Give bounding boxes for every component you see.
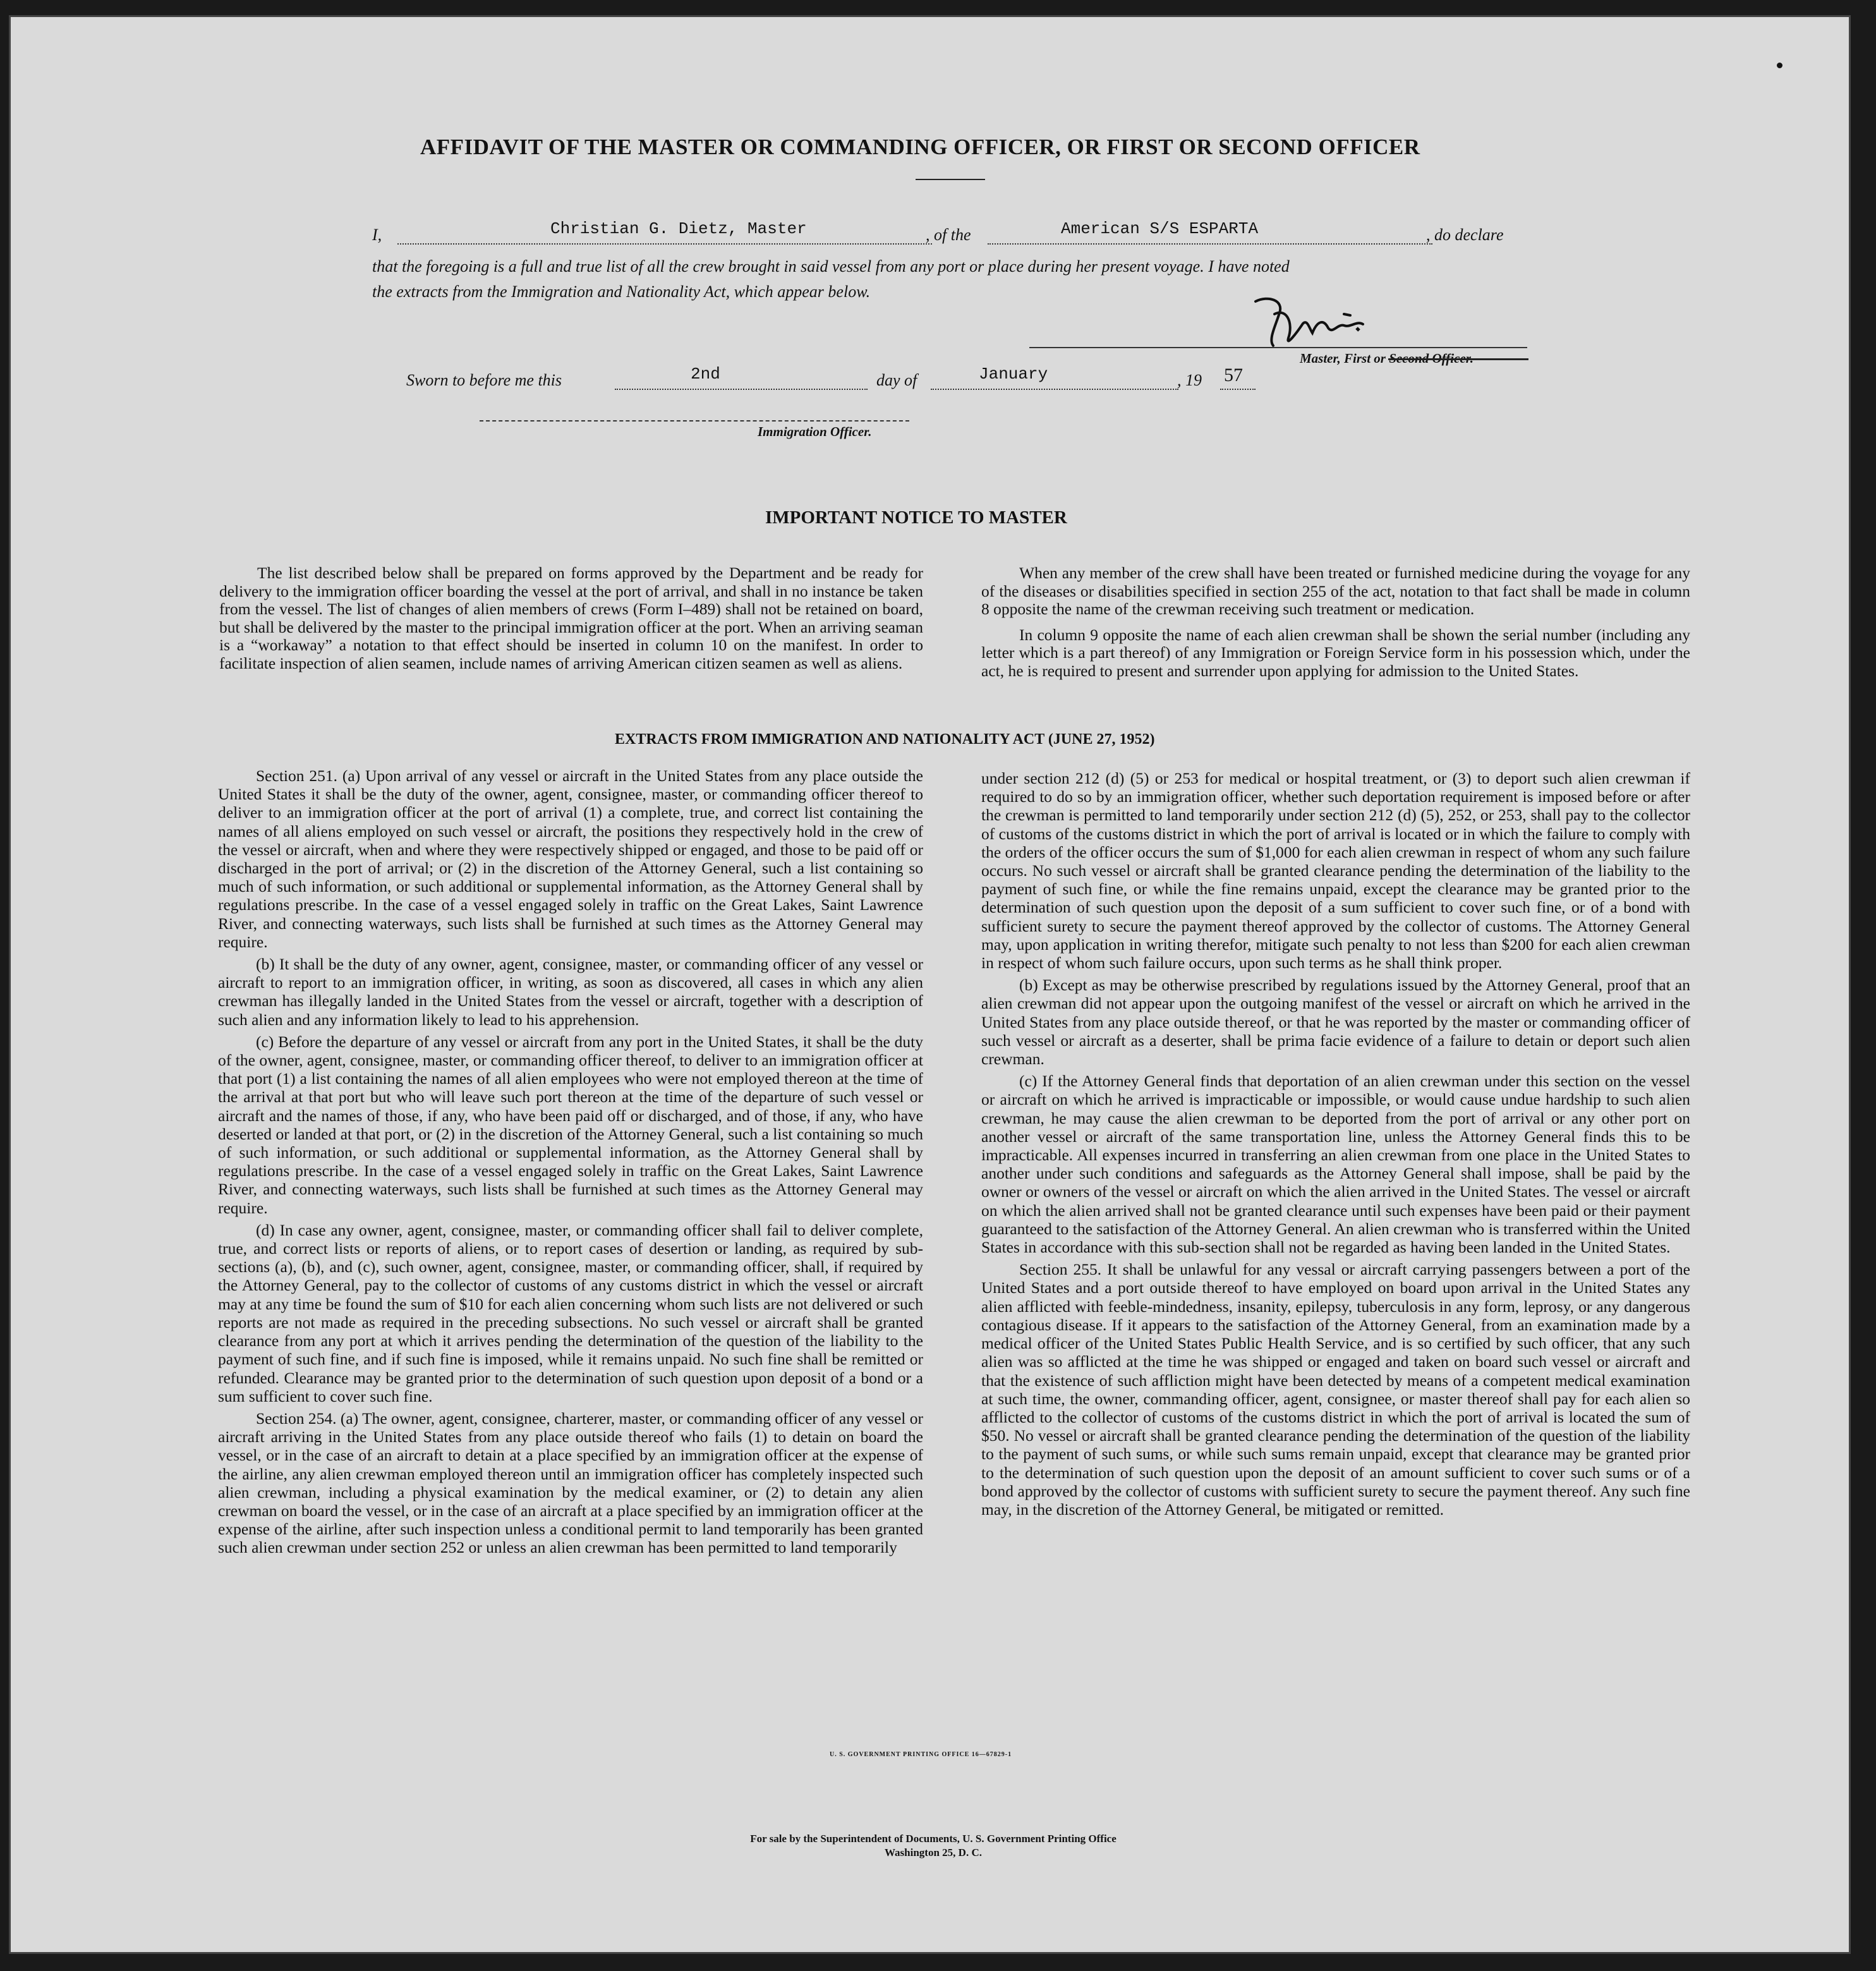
notice-right-paragraph-2: In column 9 opposite the name of each alien crewman shall be shown the serial number (including any letter which is a part thereof) of any Immigration or Foreign Service form in his possession which, under the act, he is required to present and surrender upon applying for admission to the United States. <box>981 625 1690 680</box>
strike-through <box>1388 358 1528 360</box>
section-251-d: (d) In case any owner, agent, consignee, master, or commanding officer shall fail to deliver complete, true, and correct lists or reports of aliens, or to report cases of desertion or landing, as required by sub-sections (a), (b), and (c), such owner, agent, consignee, master, or commanding officer, shall, if required by the Attorney General, pay to the collector of customs of any customs district in which the vessel or aircraft may at any time be found the sum of $10 for each alien concerning whom such lists are not delivered or such reports are not made as required in the preceding subsections. No such vessel or aircraft shall be granted clearance from any port at which it arrives pending the determination of the question of the liability to the payment of such fine, and if such fine is imposed, while it remains unpaid. No such fine shall be remitted or refunded. Clearance may be granted prior to the determination of such question upon deposit of a bond or a sum sufficient to cover such fine. <box>218 1220 923 1405</box>
section-251-b: (b) It shall be the duty of any owner, agent, consignee, master, or commanding officer of any vessel or aircraft to report to an immigration officer, in writing, as soon as discovered, all cases in which any alien crewman has illegally landed in the United States from the vessel or aircraft, together with a description of such alien and any information likely to lead to his apprehension. <box>218 955 923 1029</box>
extracts-heading: EXTRACTS FROM IMMIGRATION AND NATIONALITY ACT (JUNE 27, 1952) <box>615 731 1155 748</box>
day-of-label: day of <box>876 371 917 389</box>
gpo-imprint: U. S. GOVERNMENT PRINTING OFFICE 16—67829-1 <box>830 1751 1012 1758</box>
notice-left-paragraph: The list described below shall be prepared on forms approved by the Department and be ready for delivery to the immigration officer boarding the vessel at the port of arrival, and shall in no instance be taken from the vessel. The list of changes of alien members of crews (Form I–489) shall not be retained on board, but shall be delivered by the master to the principal immigration officer at the port. When an arriving seaman is a “workaway” a notation to that effect should be inserted in column 10 on the manifest. In order to facilitate inspection of alien seamen, include names of arriving American citizen seamen as well as aliens. <box>219 564 923 672</box>
affidavit-title: AFFIDAVIT OF THE MASTER OR COMMANDING OFFICER, OR FIRST OR SECOND OFFICER <box>420 135 1420 159</box>
signature-line <box>1029 347 1527 348</box>
do-declare-label: , do declare <box>1426 226 1504 244</box>
section-251-a: Section 251. (a) Upon arrival of any vessel or aircraft in the United States from any place outside the United States it shall be the duty of the owner, agent, consignee, master, or commanding officer thereof to deliver to an immigration officer at the port of arrival (1) a complete, true, and correct list containing the names of all aliens employed on such vessel or aircraft, the positions they respectively hold in the crew of the vessel or aircraft, when and where they were respectively shipped or engaged, and those to be paid off or discharged in the port of arrival; or (2) in the discretion of the Attorney General, such a list containing so much of such information, or such additional or supplemental information, as the Attorney General shall by regulations prescribe. In the case of a vessel engaged solely in traffic on the Great Lakes, Saint Lawrence River, and connecting waterways, such lists shall be furnished at such times as the Attorney General may require. <box>218 767 923 951</box>
sworn-day-blank <box>615 389 868 390</box>
sworn-label: Sworn to before me this <box>406 371 562 389</box>
master-name-field: Christian G. Dietz, Master <box>550 219 807 238</box>
i-label: I, <box>372 226 382 244</box>
section-254-a-part-1: Section 254. (a) The owner, agent, consignee, charterer, master, or commanding officer of any vessel or aircraft arriving in the United States from any place outside thereof who fails (1) to detain on board the vessel, or in the case of an aircraft to detain at a place specified by an immigration officer at the expense of the airline, any alien crewman employed thereon until an immigration officer has completely inspected such alien crewman, including a physical examination by the medical examiner, or (2) to detain any alien crewman on board the vessel, or in the case of an aircraft at a place specified by an immigration officer at the expense of the airline, after such inspection unless a conditional permit to land temporarily has been granted such alien crewman under section 252 or unless an alien crewman has been permitted to land temporarily <box>218 1409 923 1557</box>
extracts-right-column <box>981 769 1690 1522</box>
sworn-year-field: 57 <box>1224 365 1243 385</box>
sale-line-1: For sale by the Superintendent of Documents, U. S. Government Printing Office <box>750 1833 1117 1845</box>
name-blank <box>397 243 932 245</box>
of-the-label: , of the <box>926 226 971 244</box>
section-255: Section 255. It shall be unlawful for any vessal or aircraft carrying passengers between a port of the United States and a port outside thereof to have employed on board upon arrival in the United States any alien afflicted with feeble-mindedness, insanity, epilepsy, tuberculosis in any form, leprosy, or any dangerous contagious disease. If it appears to the satisfaction of the Attorney General, from an examination made by a medical officer of the United States Public Health Service, and is so certified by such officer, that any such alien was so afflicted at the time he was shipped or engaged and taken on board such vessel or aircraft and that the existence of such affliction might have been detected by means of a competent medical examination at such time, the owner, commanding officer, agent, consignee, or master thereof shall pay for each alien so afflicted to the collector of customs of the customs district in which the port of arrival is located the sum of $50. No vessel or aircraft shall be granted clearance pending the determination of the question of the liability to the payment of such sums, or while such sums remain unpaid, except that clearance may be granted prior to the determination of such question upon the deposit of an amount sufficient to cover such sums or of a bond approved by the collector of customs with sufficient surety to secure the payment thereof. Any such fine may, in the discretion of the Attorney General, be mitigated or remitted. <box>981 1260 1690 1519</box>
sale-notice <box>681 1832 1186 1860</box>
sworn-month-blank <box>931 389 1178 390</box>
vessel-blank <box>988 243 1432 245</box>
declaration-line-1: that the foregoing is a full and true list of all the crew brought in said vessel from any port or place during her present voyage. I have noted <box>372 257 1290 276</box>
vessel-name-field: American S/S ESPARTA <box>1061 219 1259 238</box>
officer-caption: Immigration Officer. <box>758 424 872 439</box>
sworn-day-field: 2nd <box>691 365 720 384</box>
notice-left-column <box>219 564 923 676</box>
officer-signature-line <box>480 420 909 421</box>
title-rule <box>916 179 985 180</box>
section-251-c: (c) Before the departure of any vessel or aircraft from any port in the United States, it shall be the duty of the owner, agent, consignee, master, or commanding officer thereof, to deliver to an immigration officer at that port (1) a list containing the names of all alien employees who were not employed thereon at the time of the arrival at that port but who will leave such port thereon at the time of the departure of such vessel or aircraft and the names of those, if any, who have been paid off or discharged, and of those, if any, who have deserted or landed at that port, or (2) in the discretion of the Attorney General, such a list containing so much of such information, or such additional or supplemental information, as the Attorney General shall by regulations prescribe. In the case of a vessel engaged solely in traffic on the Great Lakes, Saint Lawrence River, and connecting waterways, such lists shall be furnished at such times as the Attorney General may require. <box>218 1032 923 1217</box>
section-254-c: (c) If the Attorney General finds that deportation of an alien crewman under this section on the vessel or aircraft on which he arrived is impracticable or impossible, or would cause undue hardship to such alien crewman, he may cause the alien crewman to be deported from the port of arrival or any other port on another vessel or aircraft of the same transportation line, unless the Attorney General finds this to be impracticable. All expenses incurred in transferring an alien crewman from one place in the United States to another under such conditions and safeguards as the Attorney General shall impose, shall be paid by the owner or owners of the vessel or aircraft on which the alien arrived in the United States. The vessel or aircraft on which the alien arrived shall not be granted clearance until such expenses have been paid or their payment guaranteed to the satisfaction of the Attorney General. An alien crewman who is transferred within the United States in accordance with this sub-section shall not be regarded as having been landed in the United States. <box>981 1072 1690 1257</box>
corner-dot-mark <box>1777 63 1782 68</box>
year-prefix-label: , 19 <box>1177 371 1202 389</box>
section-254-a-part-2: under section 212 (d) (5) or 253 for medical or hospital treatment, or (3) to deport such alien crewman if required to do so by an immigration officer, whether such deportation requirement is imposed before or after the crewman is permitted to land temporarily under section 212 (d) (5), 252, or 253, shall pay to the collector of customs of the customs district in which the port of arrival is located or in which the failure to comply with the orders of the officer occurs the sum of $1,000 for each alien crewman in respect of whom any such failure occurs. No such vessel or aircraft shall be granted clearance pending the determination of the liability to the payment of such fine, or while the fine remains unpaid, except the clearance may be granted prior to the determination of such question upon the deposit of a sum sufficient to cover such fine, or of a bond with sufficient surety to secure the payment thereof approved by the collector of customs. The Attorney General may, upon application in writing therefor, mitigate such penalty to not less than $200 for each alien crewman in respect of whom such failure occurs, upon such terms as he shall think proper. <box>981 769 1690 973</box>
notice-right-paragraph-1: When any member of the crew shall have been treated or furnished medicine during the voyage for any of the diseases or disabilities specified in section 255 of the act, notation to that fact shall be made in column 8 opposite the name of the crewman receiving such treatment or medication. <box>981 564 1690 618</box>
section-254-b: (b) Except as may be otherwise prescribed by regulations issued by the Attorney General, proof that an alien crewman did not appear upon the outgoing manifest of the vessel or aircraft on which he arrived in the United States from any place outside thereof, or that he was reported by the master or commanding officer of such vessel or aircraft as a deserter, shall be prima facie evidence of a failure to detain or deport such alien crewman. <box>981 976 1690 1069</box>
sale-line-2: Washington 25, D. C. <box>885 1847 982 1859</box>
declaration-line-2: the extracts from the Immigration and Nationality Act, which appear below. <box>372 282 871 301</box>
year-blank <box>1220 389 1256 390</box>
notice-heading: IMPORTANT NOTICE TO MASTER <box>765 507 1067 528</box>
signer-caption: Master, First or Second Officer. <box>1300 351 1474 366</box>
extracts-left-column <box>218 767 923 1561</box>
document-page <box>9 15 1851 1954</box>
notice-right-column <box>981 564 1690 684</box>
sworn-month-field: January <box>979 365 1048 384</box>
